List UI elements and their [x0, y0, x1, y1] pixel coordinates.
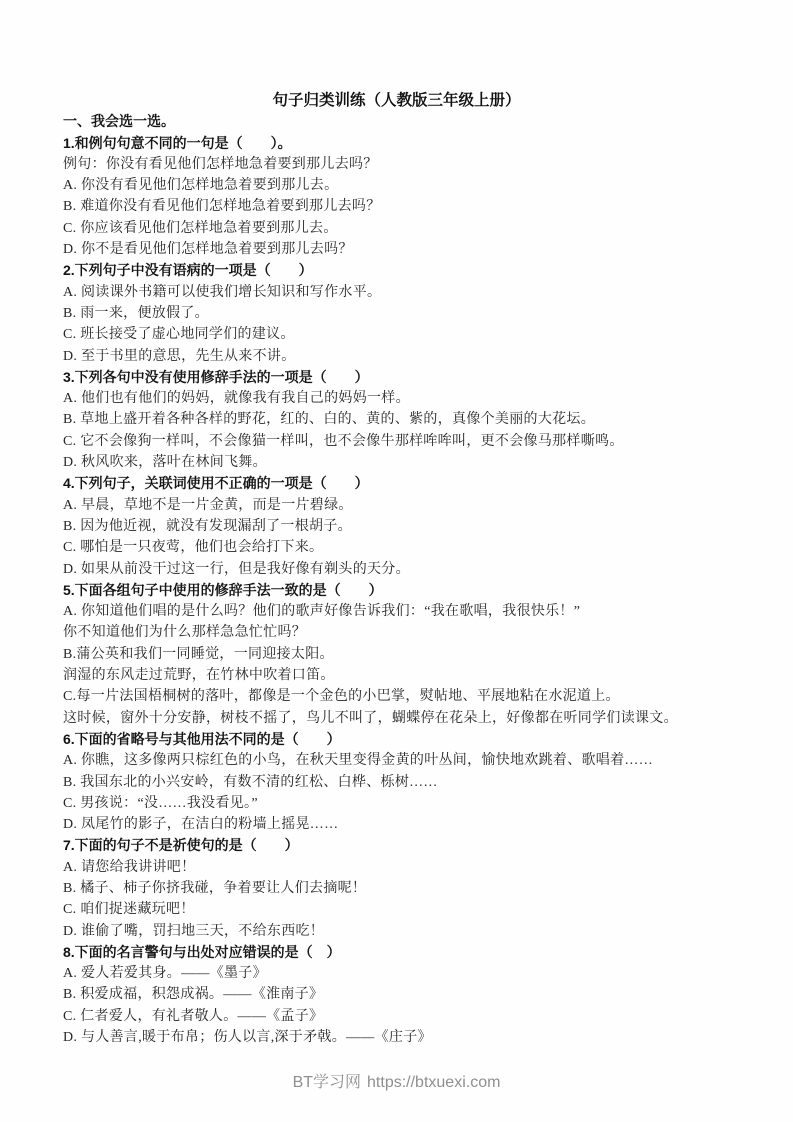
question-4-option-b: B. 因为他近视，就没有发现漏刮了一根胡子。	[63, 518, 352, 534]
question-8-option-b: B. 积爱成福，积怨成祸。——《淮南子》	[63, 987, 324, 1003]
question-8-option-c: C. 仁者爱人，有礼者敬人。——《孟子》	[63, 1008, 324, 1024]
question-8-option-a: A. 爱人若爱其身。——《墨子》	[63, 966, 267, 982]
question-4-option-d: D. 如果从前没干过这一行，但是我好像有剃头的天分。	[63, 561, 410, 577]
question-8-option-d: D. 与人善言,暖于布帛；伤人以言,深于矛戟。——《庄子》	[63, 1030, 432, 1046]
question-4-heading: 4.下列句子，关联词使用不正确的一项是（ ）	[63, 475, 369, 492]
question-7-option-c: C. 咱们捉迷藏玩吧！	[63, 902, 195, 918]
question-5-option-a: A. 你知道他们唱的是什么吗？他们的歌声好像告诉我们：“我在歌唱，我很快乐！”	[63, 604, 581, 620]
page-title: 句子归类训练（人教版三年级上册）	[272, 92, 521, 109]
question-3-option-c: C. 它不会像狗一样叫，不会像猫一样叫，也不会像牛那样哞哞叫，更不会像马那样嘶鸣。	[63, 433, 624, 449]
question-2-option-a: A. 阅读课外书籍可以使我们增长知识和写作水平。	[63, 284, 382, 300]
question-1-heading: 1.和例句句意不同的一句是（ ）。	[63, 134, 292, 151]
question-3-option-a: A. 他们也有他们的妈妈，就像我有我自己的妈妈一样。	[63, 391, 410, 407]
question-6-option-a: A. 你瞧，这多像两只棕红色的小鸟，在秋天里变得金黄的叶丛间，愉快地欢跳着、歌唱着……	[63, 753, 654, 769]
question-3-option-b: B. 草地上盛开着各种各样的野花，红的、白的、黄的、紫的，真像个美丽的大花坛。	[63, 412, 596, 428]
question-2-option-d: D. 至于书里的意思，先生从来不讲。	[63, 348, 296, 364]
question-5-option-b-line2: 润湿的东风走过荒野，在竹林中吹着口笛。	[63, 668, 335, 684]
question-5-option-c-line2: 这时候，窗外十分安静，树枝不摇了，鸟儿不叫了，蝴蝶停在花朵上，好像都在听同学们读课文。	[63, 710, 678, 726]
question-7-option-d: D. 谁偷了嘴，罚扫地三天，不给东西吃！	[63, 923, 325, 939]
question-5-option-c: C.每一片法国梧桐树的落叶，都像是一个金色的小巴掌，熨帖地、平展地粘在水泥道上。	[63, 689, 620, 705]
question-5-option-a-line2: 你不知道他们为什么那样急急忙忙吗？	[63, 625, 307, 641]
question-8-heading: 8.下面的名言警句与出处对应错误的是（ ）	[63, 943, 341, 960]
question-5-heading: 5.下面各组句子中使用的修辞手法一致的是（ ）	[63, 581, 383, 598]
question-6-heading: 6.下面的省略号与其他用法不同的是（ ）	[63, 730, 341, 747]
question-6-option-b: B. 我国东北的小兴安岭，有数不清的红松、白桦、栎树……	[63, 774, 438, 790]
section-heading: 一、我会选一选。	[63, 113, 175, 130]
question-6-option-d: D. 凤尾竹的影子，在洁白的粉墙上摇晃……	[63, 817, 339, 833]
question-6-option-c: C. 男孩说：“没……我没看见。”	[63, 795, 258, 811]
footer-site-name: BT学习网	[292, 1074, 362, 1091]
question-7-heading: 7.下面的句子不是祈使句的是（ ）	[63, 837, 299, 854]
question-2-heading: 2.下列句子中没有语病的一项是（ ）	[63, 262, 313, 279]
question-1-example-sentence: 例句：你没有看见他们怎样地急着要到那儿去吗？	[63, 156, 378, 172]
question-2-option-b: B. 雨一来，便放假了。	[63, 305, 209, 321]
question-7-option-a: A. 请您给我讲讲吧！	[63, 859, 196, 875]
question-4-option-c: C. 哪怕是一只夜莺，他们也会给打下来。	[63, 540, 324, 556]
question-3-heading: 3.下列各句中没有使用修辞手法的一项是（ ）	[63, 368, 369, 385]
footer-watermark	[0, 1069, 793, 1092]
question-4-option-a: A. 早晨，草地不是一片金黄，而是一片碧绿。	[63, 497, 353, 513]
question-5-option-b: B.蒲公英和我们一同睡觉，一同迎接太阳。	[63, 646, 334, 662]
question-1-option-a: A. 你没有看见他们怎样地急着要到那儿去。	[63, 178, 339, 194]
footer-url: https://btxuexi.com	[367, 1074, 501, 1091]
question-1-option-b: B. 难道你没有看见他们怎样地急着要到那儿去吗？	[63, 199, 381, 215]
question-2-option-c: C. 班长接受了虚心地同学们的建议。	[63, 327, 295, 343]
question-1-option-c: C. 你应该看见他们怎样地急着要到那儿去。	[63, 220, 338, 236]
question-7-option-b: B. 橘子、柿子你挤我碰，争着要让人们去摘呢！	[63, 880, 367, 896]
question-1-option-d: D. 你不是看见他们怎样地急着要到那儿去吗？	[63, 242, 353, 258]
question-3-option-d: D. 秋风吹来，落叶在林间飞舞。	[63, 455, 267, 471]
